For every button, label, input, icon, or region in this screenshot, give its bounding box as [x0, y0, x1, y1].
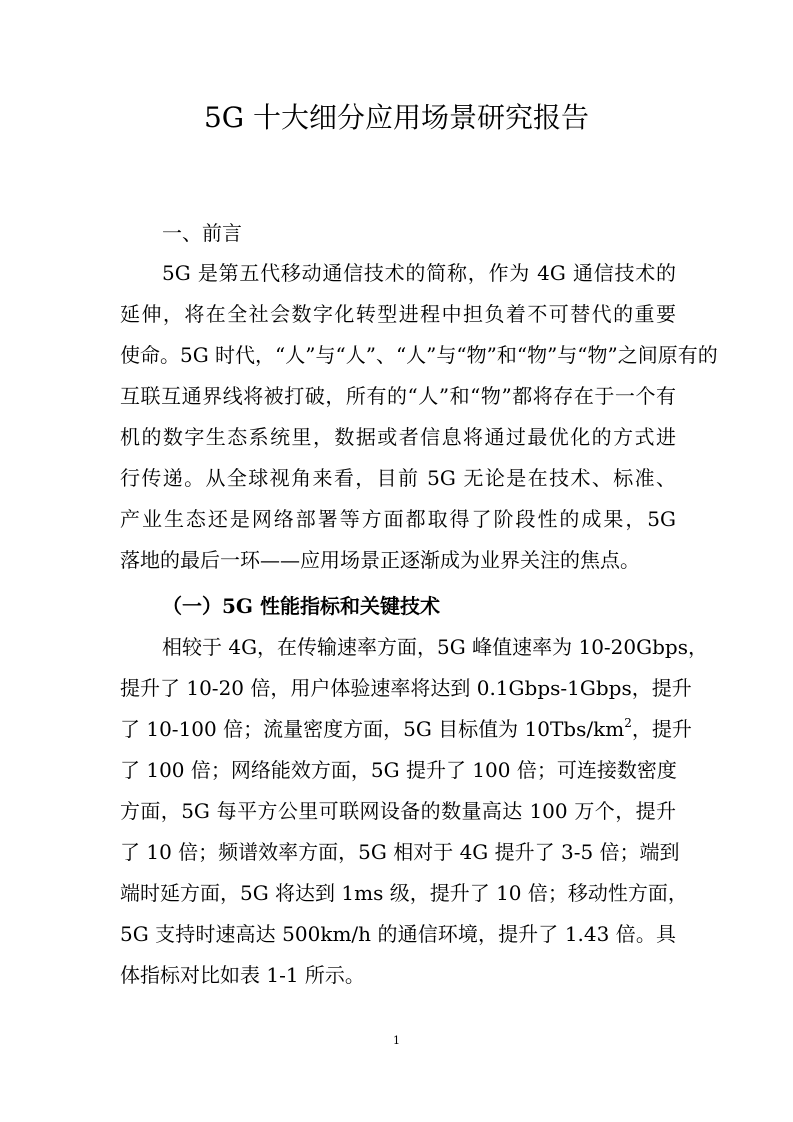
paragraph-line: 提升了 10-20 倍，用户体验速率将达到 0.1Gbps-1Gbps，提升 [120, 676, 692, 700]
paragraph-line: 落地的最后一环——应用场景正逐渐成为业界关注的焦点。 [120, 548, 640, 572]
paragraph-line: 相较于 4G，在传输速率方面，5G 峰值速率为 10-20Gbps， [162, 635, 708, 659]
paragraph-line: 体指标对比如表 1-1 所示。 [120, 963, 365, 987]
section-heading-preface: 一、前言 [162, 221, 242, 245]
performance-paragraph [120, 627, 708, 996]
paragraph-line: 5G 是第五代移动通信技术的简称，作为 4G 通信技术的 [162, 261, 676, 285]
line-tail: ，提升 [631, 717, 692, 741]
line-text: 了 10-100 倍；流量密度方面，5G 目标值为 10Tbs/km [120, 717, 625, 741]
paragraph-line: 端时延方面，5G 将达到 1ms 级，提升了 10 倍；移动性方面， [120, 881, 688, 905]
subsection-heading-performance: （一）5G 性能指标和关键技术 [162, 594, 440, 618]
page-number: 1 [393, 1034, 400, 1047]
paragraph-line: 5G 支持时速高达 500km/h 的通信环境，提升了 1.43 倍。具 [120, 922, 676, 946]
document-title: 5G 十大细分应用场景研究报告 [203, 101, 590, 134]
paragraph-line: 机的数字生态系统里，数据或者信息将通过最优化的方式进 [120, 425, 676, 449]
paragraph-line: 互联互通界线将被打破，所有的“人”和“物”都将存在于一个有 [120, 384, 676, 408]
preface-paragraph [120, 253, 718, 581]
paragraph-line: 延伸，将在全社会数字化转型进程中担负着不可替代的重要 [120, 302, 676, 326]
paragraph-line: 了 100 倍；网络能效方面，5G 提升了 100 倍；可连接数密度 [120, 758, 677, 782]
paragraph-line: 产业生态还是网络部署等方面都取得了阶段性的成果，5G [120, 507, 676, 531]
paragraph-line: 使命。5G 时代，“人”与“人”、“人”与“物”和“物”与“物”之间原有的 [120, 343, 718, 367]
paragraph-line: 行传递。从全球视角来看，目前 5G 无论是在技术、标准、 [120, 466, 676, 490]
paragraph-line-with-superscript [120, 709, 692, 750]
paragraph-line: 方面，5G 每平方公里可联网设备的数量高达 100 万个，提升 [120, 799, 676, 823]
superscript: 2 [624, 716, 632, 730]
paragraph-line: 了 10 倍；频谱效率方面，5G 相对于 4G 提升了 3-5 倍；端到 [120, 840, 680, 864]
